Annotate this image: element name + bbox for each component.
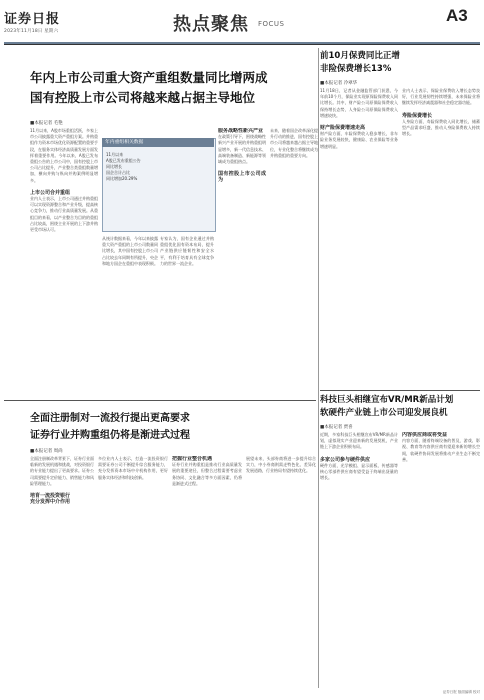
right-bottom-headline-line1: 科技巨头相继宣布VR/MR新品计划 [320,395,454,405]
data-callout-lines [106,152,210,182]
right-bottom-column-2 [402,432,480,686]
page-number: A3 [446,6,468,25]
article1-subhead-3: 国有控股上市公司成为 [218,171,266,184]
right-top-body-2: 财产险方面，车险保费收入稳步增长，非车险业务发展较快，健康险、农业保险等业务增速明显。 [320,131,398,149]
callout-line: A股已发布重组公告 [106,158,141,163]
article1-column-4 [218,128,266,398]
right-bottom-byline: ■本报记者 贾喜 [320,425,353,430]
article2-headline-line1: 全面注册制对一流投行提出更高要求 [30,413,190,424]
article1-subhead-1: 上市公司合并重组 [30,189,71,196]
right-top-headline-line1: 前10月保费同比正增 [320,51,400,61]
article1-body-6: 未来，随着国企改革深化提升行动的推进，国有控股上市公司将越来越占据主导地位，专业化整合将继续成为并购重组的重要方向。 [270,128,318,158]
data-callout-header: 年内重组相关数据 [102,138,214,147]
article2-subhead-2: 充分发挥中介作用 [30,499,71,506]
right-top-column-1 [320,88,398,386]
section-subtitle: FOCUS [258,20,285,28]
article2-headline [30,410,310,444]
right-bottom-column-1 [320,432,398,686]
article2-body-2: 多位业内人士表示，打造一流投资银行需要证券公司不断提升综合服务能力，充分发挥资本市场中介机构作用，更好服务实体经济和科技创新。 [98,456,168,480]
article1-byline: ■本报记者 毛艳 [30,121,63,126]
article2-subhead-3: 把握行业整合机遇 [172,456,213,462]
article2-column-2 [98,456,168,686]
article1-column-5 [270,128,318,398]
right-top-body-4: 人身险方面，寿险保费收入同比增长，储蓄型产品需求旺盛，推动人身险保费收入持续增长。 [402,118,480,137]
right-bottom-headline-line2: 软硬件产业链上市公司迎发展良机 [320,408,448,418]
article2-body-1: 全面注册制改革背景下，证券行业面临新的发展机遇和挑战，对投资银行的专业能力提出了更高要求。证券公司需要提升定价能力、销售能力和风险管理能力。 [30,456,94,486]
article2-column-4 [246,456,316,686]
right-top-body-3: 业内人士表示，保险业保费收入增长态势良好，行业发展韧性持续增强，未来保险业将继续发挥经济减震器和社会稳定器功能。 [402,88,480,106]
masthead [0,0,484,46]
header-rule-dark [4,44,480,45]
article1-column-3 [160,236,214,398]
callout-line: 国企合计占比 [106,170,130,175]
article1-headline-line1: 年内上市公司重大资产重组数量同比增两成 [30,70,268,85]
article2-body-4: 展望未来，头部券商将进一步提升综合实力，中小券商则需走特色化、差异化发展道路，行业格局有望持续优化。 [246,456,316,474]
right-bottom-body-3: 内容方面，随着终端设备的普及，游戏、影视、教育等内容供应商有望迎来新的增长空间，软硬件协同发展将推动产业生态不断完善。 [402,438,480,462]
article2-byline: ■本报记者 周尚 [30,449,63,454]
right-top-body-1: 11月18日，记者从金融监管部门获悉，今年前10个月，保险业实现原保险保费收入同比增长。其中，财产险公司原保险保费收入保持增长态势，人身险公司原保险保费收入增速较快。 [320,88,398,118]
article1-headline-line2: 国有控股上市公司将越来越占据主导地位 [30,90,256,105]
article1-subhead-2: 服务战略性新兴产业 [218,128,264,134]
newspaper-logo: 证券日报 [4,12,61,27]
article2-subhead-1: 培育一流投资银行 [30,493,71,500]
right-bottom-body-2: 硬件方面，光学模组、显示面板、传感器等核心零部件供应商有望受益于终端出货量的增长。 [320,462,398,481]
callout-line: 11月以来 [106,152,124,157]
article2-column-1 [30,456,94,686]
section-title: 热点聚焦 [173,14,249,35]
section-divider-left [4,400,316,401]
right-top-column-2 [402,88,480,386]
callout-line: 同比增加20.29% [106,176,138,181]
right-top-subhead-2: 寿险保费增长 [402,112,433,119]
right-top-byline: ■本报记者 冷翠华 [320,81,358,86]
right-bottom-body-1: 近期，多家科技巨头相继宣布VR/MR新品计划，虚拟现实产业迎来新的发展契机，产业链上下游企业积极布局。 [320,432,398,450]
article1-body-1: 11月以来，A股市场重组活跃，多家上市公司披露重大资产重组方案。并购重组作为资本市场优化资源配置的重要手段，在服务实体经济高质量发展方面发挥着重要作用。今年以来，A股已发布重组公告的上市公司中，国有控股上市公司占比提升，产业整合类重组数量增加，横向并购与纵向并购案例明显增多。 [30,128,98,183]
page-footer: 证券日报 版面编辑 校对 [442,690,480,694]
article2-body-3: 证券行业并购重组是推动行业高质量发展的重要途径，但整合过程需要考虑业务协同、文化融合等多方面因素，仍将是渐进式过程。 [172,462,242,486]
column-divider [318,48,319,688]
article2-headline-line2: 证券行业并购重组仍将是渐进式过程 [30,430,190,441]
right-top-subhead-1: 财产险保费增速走高 [320,125,366,132]
right-top-headline [320,50,480,76]
section-divider-right [320,390,480,391]
article1-body-5: 在政策引导下，围绕战略性新兴产业开展的并购重组明显增多，新一代信息技术、高端装备制造、新能源等领域成为重组热点。 [218,134,266,165]
article1-column-2 [102,236,158,398]
right-bottom-subhead-2: 多家公司参与硬件供应 [320,456,371,463]
right-bottom-subhead-1: 内容供应商或将受益 [402,432,448,438]
right-bottom-headline [320,394,480,420]
right-top-headline-line2: 非险保费增长13% [320,64,392,74]
article2-column-3 [172,456,242,686]
issue-date: 2023年11月18日 星期六 [4,29,59,34]
article1-body-4: 专家认为，国有企业通过并购重组优化国有资本布局，提升产业链供应链韧性和安全水平，有利于培育具有全球竞争力的世界一流企业。 [160,236,214,266]
article1-body-2: 业内人士表示，上市公司通过并购重组可以实现资源整合和产业升级，提高核心竞争力，推动行业高质量发展。从重组目的来看，以产业整合为目的的重组占比较高，围绕主业开展的上下游并购更受市场认可。 [30,196,98,233]
article1-headline [30,68,320,108]
article1-column-1 [30,128,98,398]
callout-line: 同比增长 [106,164,122,169]
article1-body-3: 从统计数据来看，今年以来披露重大资产重组的上市公司数量同比增长，其中国有控股上市公司占比较去年同期有所提升，央企和地方国企在重组中表现积极。 [102,236,158,266]
